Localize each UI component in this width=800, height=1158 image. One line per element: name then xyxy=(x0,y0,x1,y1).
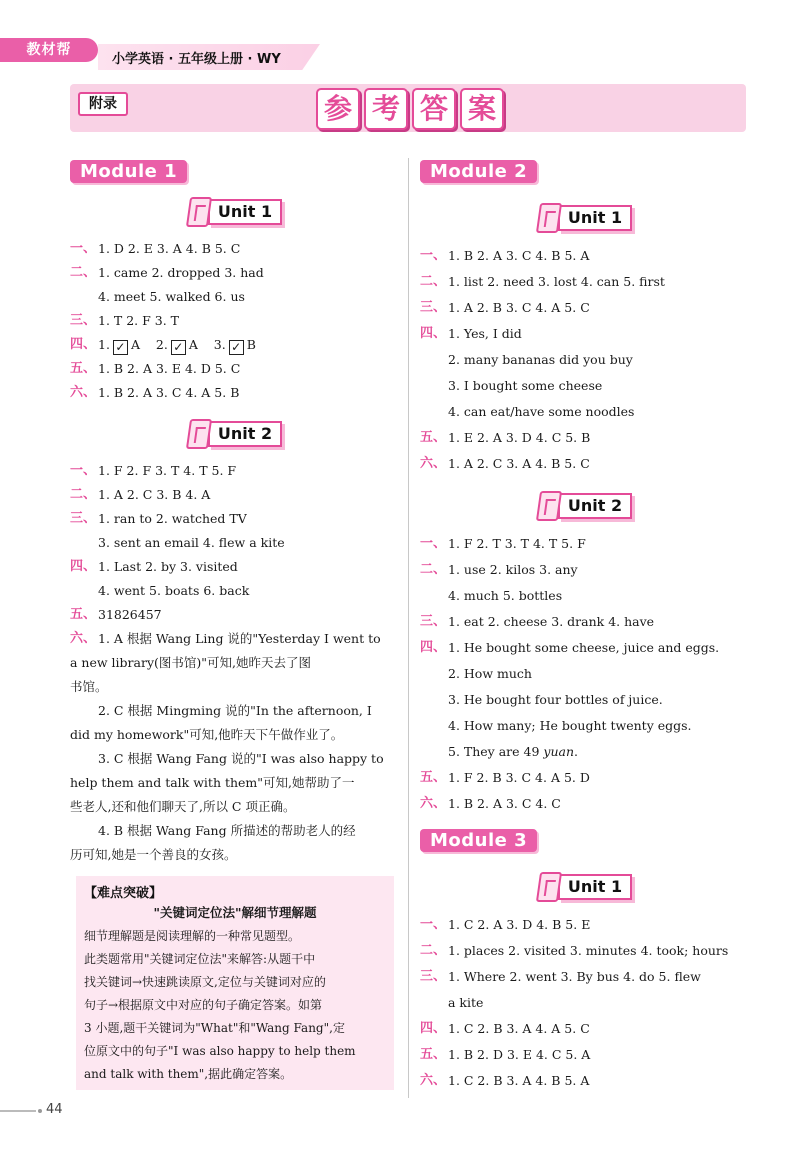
answer-row: 六、 1. B 2. A 3. C 4. C xyxy=(420,796,561,811)
page-number: 44 xyxy=(46,1102,63,1117)
answer-continuation: 2. many bananas did you buy xyxy=(448,352,633,367)
check-icon: ✓ xyxy=(113,340,128,355)
answer-row: 五、 1. F 2. B 3. C 4. A 5. D xyxy=(420,770,590,785)
unit-title: Unit 1 xyxy=(558,874,632,900)
module-heading: Module 1 xyxy=(70,160,187,183)
unit-heading xyxy=(420,872,750,902)
book-icon xyxy=(186,197,212,227)
answer-row: 五、 1. B 2. A 3. E 4. D 5. C xyxy=(70,361,241,376)
answer-continuation: 4. went 5. boats 6. back xyxy=(98,583,250,598)
answer-row: 六、 1. B 2. A 3. C 4. A 5. B xyxy=(70,385,240,400)
answer-row: 一、 1. C 2. A 3. D 4. B 5. E xyxy=(420,917,591,932)
explanation-line: a new library(图书馆)"可知,她昨天去了图 xyxy=(70,655,311,670)
answer-continuation: 5. They are 49 yuan. xyxy=(448,744,579,759)
explanation-line: 2. C 根据 Mingming 说的"In the afternoon, I xyxy=(98,703,372,718)
explanation-line: did my homework"可知,他昨天下午做作业了。 xyxy=(70,727,344,742)
tip-line: 找关键词→快速跳读原文,定位与关键词对应的 xyxy=(84,975,326,989)
answer-row: 一、 1. D 2. E 3. A 4. B 5. C xyxy=(70,241,241,256)
answer-row: 四、 1. Last 2. by 3. visited xyxy=(70,559,238,574)
answer-row: 二、 1. came 2. dropped 3. had xyxy=(70,265,264,280)
answer-row: 二、 1. A 2. C 3. B 4. A xyxy=(70,487,211,502)
tip-line: and talk with them",据此确定答案。 xyxy=(84,1067,293,1081)
explanation-line: 书馆。 xyxy=(70,679,108,694)
explanation-line: 历可知,她是一个善良的女孩。 xyxy=(70,847,237,862)
tip-body xyxy=(84,925,386,1086)
answer-row: 三、 1. T 2. F 3. T xyxy=(70,313,179,328)
banner-char: 考 xyxy=(364,88,408,130)
answer-row: 二、 1. places 2. visited 3. minutes 4. took; hours xyxy=(420,943,729,958)
tip-heading: 【难点突破】 xyxy=(84,886,163,901)
right-column xyxy=(420,160,750,1094)
check-icon: ✓ xyxy=(229,340,244,355)
book-icon xyxy=(536,203,562,233)
explanation-line: 4. B 根据 Wang Fang 所描述的帮助老人的经 xyxy=(98,823,356,838)
unit-title: Unit 2 xyxy=(558,493,632,519)
answer-row: 一、 1. F 2. T 3. T 4. T 5. F xyxy=(420,536,586,551)
answer-row: 六、 1. C 2. B 3. A 4. B 5. A xyxy=(420,1073,590,1088)
page-rule xyxy=(0,1110,36,1112)
answer-continuation: 3. sent an email 4. flew a kite xyxy=(98,535,285,550)
answer-row: 六、 1. A 2. C 3. A 4. B 5. C xyxy=(420,456,590,471)
module-heading: Module 2 xyxy=(420,160,537,183)
answer-row: 四、 1. He bought some cheese, juice and eggs. xyxy=(420,640,720,655)
answer-row: 五、 1. B 2. D 3. E 4. C 5. A xyxy=(420,1047,591,1062)
answer-row: 三、 1. eat 2. cheese 3. drank 4. have xyxy=(420,614,655,629)
page-dot xyxy=(38,1109,42,1113)
column-divider xyxy=(408,158,409,1098)
answer-continuation: 2. How much xyxy=(448,666,532,681)
answer-row: 二、 1. list 2. need 3. lost 4. can 5. first xyxy=(420,274,665,289)
answer-continuation: 4. How many; He bought twenty eggs. xyxy=(448,718,692,733)
answer-row: 三、 1. ran to 2. watched TV xyxy=(70,511,247,526)
answer-row: 四、 1. C 2. B 3. A 4. A 5. C xyxy=(420,1021,590,1036)
answer-row: 三、 1. A 2. B 3. C 4. A 5. C xyxy=(420,300,590,315)
answer-continuation: 3. I bought some cheese xyxy=(448,378,603,393)
unit-title: Unit 2 xyxy=(208,421,282,447)
tip-line: 此类题常用"关键词定位法"来解答:从题干中 xyxy=(84,952,316,966)
book-title: 小学英语 · 五年级上册 · WY xyxy=(112,52,281,67)
check-icon: ✓ xyxy=(171,340,186,355)
banner-char: 答 xyxy=(412,88,456,130)
answer-continuation: 3. He bought four bottles of juice. xyxy=(448,692,663,707)
unit-heading xyxy=(420,203,750,233)
book-icon xyxy=(536,872,562,902)
left-column xyxy=(70,160,400,867)
answer-row: 四、 1. ✓ A 2. ✓ A 3. ✓ B xyxy=(70,337,256,354)
answer-row: 二、 1. use 2. kilos 3. any xyxy=(420,562,578,577)
tip-line: 位原文中的句子"I was also happy to help them xyxy=(84,1044,356,1058)
answer-continuation: 4. can eat/have some noodles xyxy=(448,404,635,419)
answer-continuation: 4. meet 5. walked 6. us xyxy=(98,289,245,304)
tip-box xyxy=(76,876,394,1090)
unit-heading xyxy=(70,197,400,227)
answer-row: 六、 1. A 根据 Wang Ling 说的"Yesterday I went to xyxy=(70,631,381,646)
tip-line: 细节理解题是阅读理解的一种常见题型。 xyxy=(84,929,301,943)
explanation-line: 些老人,还和他们聊天了,所以 C 项正确。 xyxy=(70,799,296,814)
tip-line: 句子→根据原文中对应的句子确定答案。如第 xyxy=(84,998,323,1012)
explanation-line: help them and talk with them"可知,她帮助了一 xyxy=(70,775,355,790)
answer-continuation: a kite xyxy=(448,995,484,1010)
tip-subtitle: "关键词定位法"解细节理解题 xyxy=(153,905,317,920)
answer-row: 一、 1. F 2. F 3. T 4. T 5. F xyxy=(70,463,237,478)
tip-line: 3 小题,题干关键词为"What"和"Wang Fang",定 xyxy=(84,1021,345,1035)
answer-row: 三、 1. Where 2. went 3. By bus 4. do 5. flew xyxy=(420,969,701,984)
explanation-line: 3. C 根据 Wang Fang 说的"I was also happy to xyxy=(98,751,384,766)
appendix-label: 附录 xyxy=(78,92,128,116)
answer-row: 五、 1. E 2. A 3. D 4. C 5. B xyxy=(420,430,591,445)
banner-char: 参 xyxy=(316,88,360,130)
book-icon xyxy=(186,419,212,449)
unit-heading xyxy=(70,419,400,449)
unit-heading xyxy=(420,491,750,521)
answer-row: 五、 31826457 xyxy=(70,607,162,622)
brand-tab: 教材帮 xyxy=(0,38,98,62)
book-icon xyxy=(536,491,562,521)
answer-row: 四、 1. Yes, I did xyxy=(420,326,522,341)
unit-title: Unit 1 xyxy=(558,205,632,231)
banner-title xyxy=(316,88,504,130)
unit-title: Unit 1 xyxy=(208,199,282,225)
answer-continuation: 4. much 5. bottles xyxy=(448,588,563,603)
banner-char: 案 xyxy=(460,88,504,130)
module-heading: Module 3 xyxy=(420,829,537,852)
answer-row: 一、 1. B 2. A 3. C 4. B 5. A xyxy=(420,248,590,263)
